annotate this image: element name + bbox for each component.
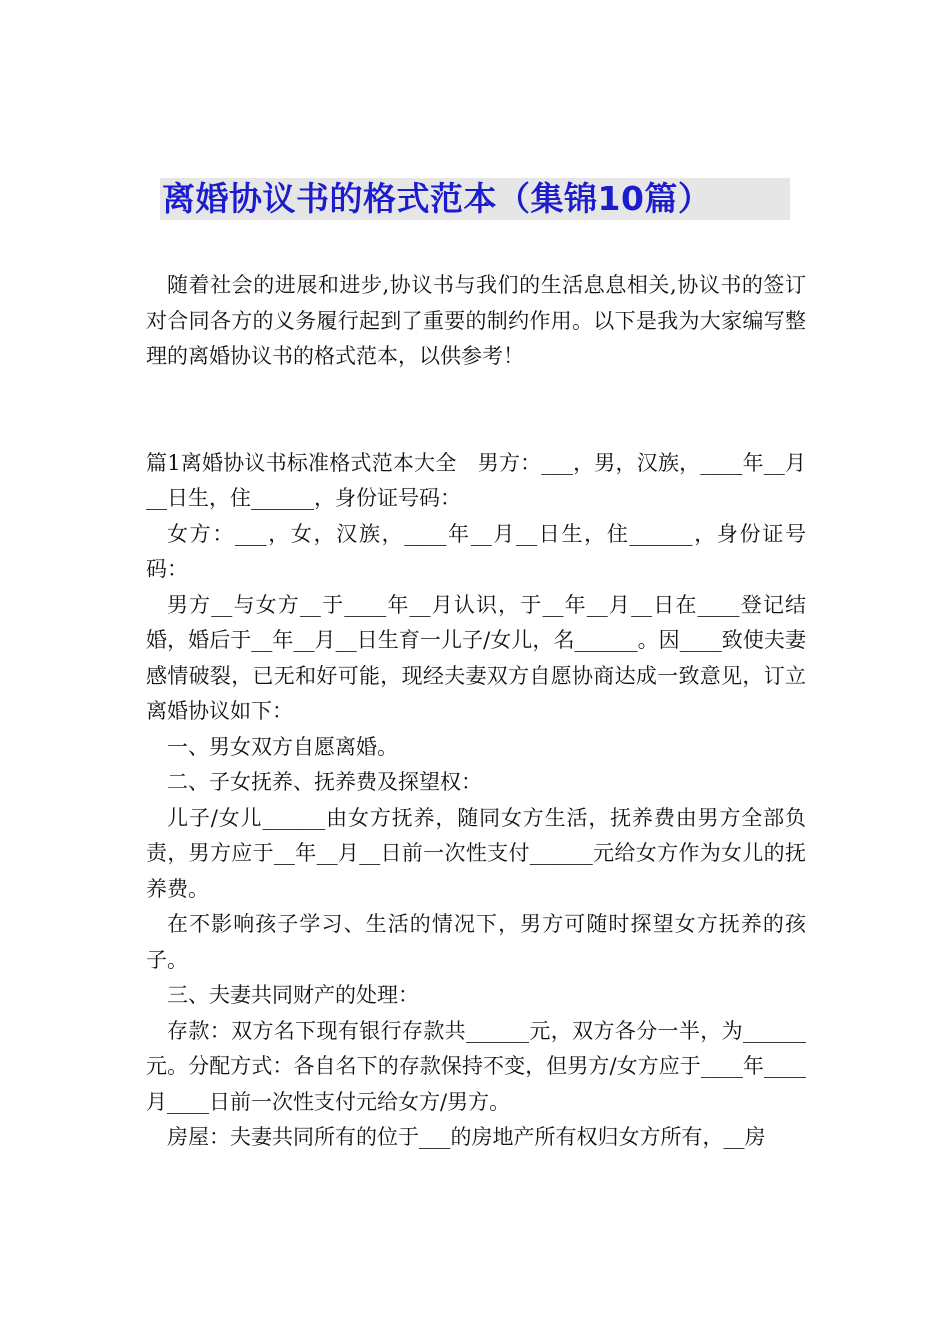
clause-1: 一、男女双方自愿离婚。 <box>167 734 398 759</box>
paragraph-wife-info: 女方：___，女，汉族，____年__月__日生，住______，身份证号码： <box>146 521 806 581</box>
paragraph-savings: 存款：双方名下现有银行存款共______元，双方各分一半，为______元。分配方式：各自名下的存款保持不变，但男方/女方应于____年____月____日前一次性支付元给女方/男方。 <box>146 1018 806 1114</box>
intro-paragraph: 随着社会的进展和进步,协议书与我们的生活息息相关,协议书的签订对合同各方的义务履行起到了重要的制约作用。以下是我为大家编写整理的离婚协议书的格式范本，以供参考！ <box>146 273 806 368</box>
paragraph-house: 房屋：夫妻共同所有的位于___的房地产所有权归女方所有，__房 <box>167 1125 766 1149</box>
document-body <box>146 268 806 1156</box>
section-1-heading: 篇1离婚协议书标准格式范本大全 男方：___，男，汉族，____年__月__日生，住______，身份证号码： <box>146 450 806 510</box>
paragraph-spacer <box>146 375 806 446</box>
paragraph-marriage-background: 男方__与女方__于____年__月认识，于__年__月__日在____登记结婚，婚后于__年__月__日生育一儿子/女儿，名______。因____致使夫妻感情破裂，已无和好可能，现经夫妻双方自愿协商达成一致意见，订立离婚协议如下： <box>146 592 806 723</box>
paragraph-visitation: 在不影响孩子学习、生活的情况下，男方可随时探望女方抚养的孩子。 <box>146 912 806 972</box>
document-title: 离婚协议书的格式范本（集锦10篇） <box>162 179 712 218</box>
clause-3-heading: 三、夫妻共同财产的处理： <box>167 983 419 1007</box>
clause-2-heading: 二、子女抚养、抚养费及探望权： <box>167 770 482 794</box>
paragraph-child-custody: 儿子/女儿______由女方抚养，随同女方生活，抚养费由男方全部负责，男方应于__年__月__日前一次性支付______元给女方作为女儿的抚养费。 <box>146 805 806 901</box>
